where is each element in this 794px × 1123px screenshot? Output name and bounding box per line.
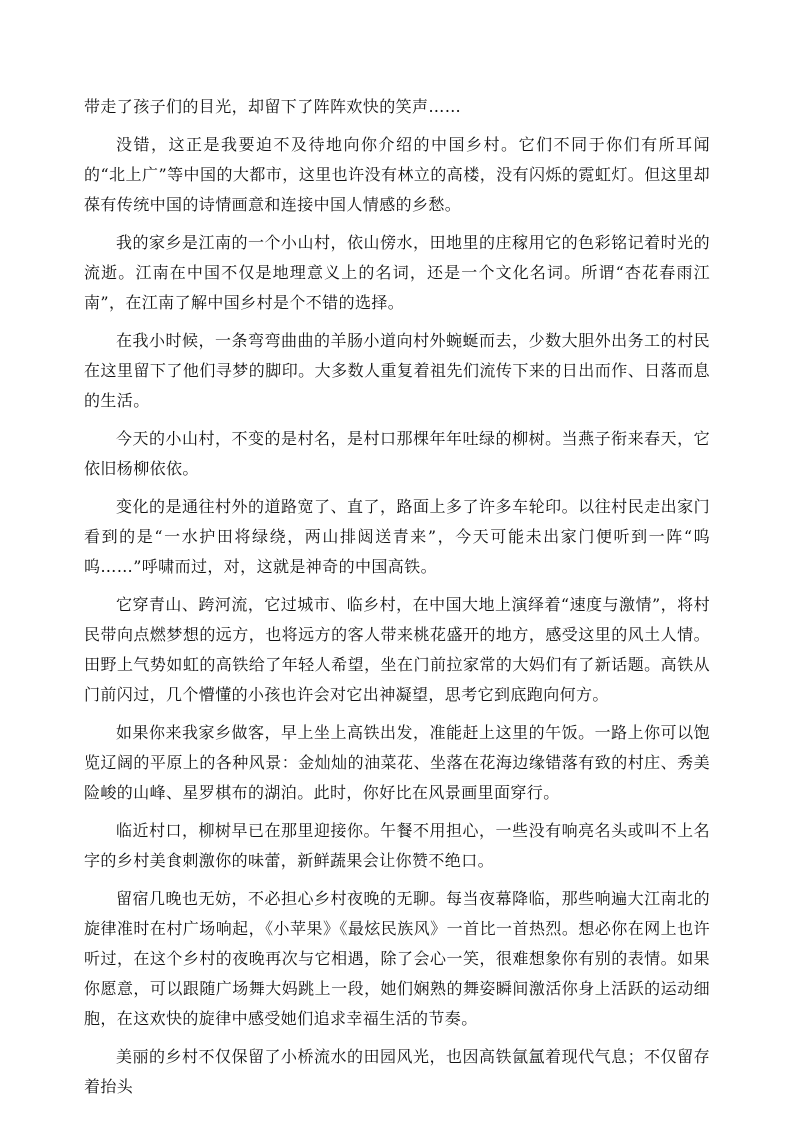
paragraph: 我的家乡是江南的一个小山村，依山傍水，田地里的庄稼用它的色彩铭记着时光的流逝。江南在中国不仅是地理意义上的名词，还是一个文化名词。所谓“杏花春雨江南”，在江南了解中国乡村是个不错的选择。	[84, 233, 710, 312]
paragraph: 在我小时候，一条弯弯曲曲的羊肠小道向村外蜿蜒而去，少数大胆外出务工的村民在这里留下了他们寻梦的脚印。大多数人重复着祖先们流传下来的日出而作、日落而息的生活。	[84, 331, 710, 410]
paragraph: 它穿青山、跨河流，它过城市、临乡村，在中国大地上演绎着“速度与激情”，将村民带向点燃梦想的远方，也将远方的客人带来桃花盛开的地方，感受这里的风土人情。田野上气势如虹的高铁给了年轻人希望，坐在门前拉家常的大妈们有了新话题。高铁从门前闪过，几个懵懂的小孩也许会对它出神凝望，思考它到底跑向何方。	[84, 595, 710, 704]
paragraph: 今天的小山村，不变的是村名，是村口那棵年年吐绿的柳树。当燕子衔来春天，它依旧杨柳依依。	[84, 429, 710, 478]
paragraph: 美丽的乡村不仅保留了小桥流水的田园风光，也因高铁氤氲着现代气息；不仅留存着抬头	[84, 1047, 710, 1096]
paragraph: 没错，这正是我要迫不及待地向你介绍的中国乡村。它们不同于你们有所耳闻的“北上广”等中国的大都市，这里也许没有林立的高楼，没有闪烁的霓虹灯。但这里却葆有传统中国的诗情画意和连接中国人情感的乡愁。	[84, 135, 710, 214]
paragraph: 留宿几晚也无妨，不必担心乡村夜晚的无聊。每当夜幕降临，那些响遍大江南北的旋律准时在村广场响起，《小苹果》《最炫民族风》一首比一首热烈。想必你在网上也许听过，在这个乡村的夜晚再次与它相遇，除了会心一笑，很难想象你有别的表情。如果你愿意，可以跟随广场舞大妈跳上一段，她们娴熟的舞姿瞬间激活你身上活跃的运动细胞，在这欢快的旋律中感受她们追求幸福生活的节奏。	[84, 889, 710, 1028]
document-body	[84, 92, 710, 1110]
paragraph: 临近村口，柳树早已在那里迎接你。午餐不用担心，一些没有响亮名头或叫不上名字的乡村美食刺激你的味蕾，新鲜蔬果会让你赞不绝口。	[84, 821, 710, 870]
paragraph: 变化的是通往村外的道路宽了、直了，路面上多了许多车轮印。以往村民走出家门看到的是“一水护田将绿绕，两山排闼送青来”，今天可能未出家门便听到一阵“呜呜……”呼啸而过，对，这就是神奇的中国高铁。	[84, 497, 710, 576]
paragraph: 如果你来我家乡做客，早上坐上高铁出发，准能赶上这里的午饭。一路上你可以饱览辽阔的平原上的各种风景：金灿灿的油菜花、坐落在花海边缘错落有致的村庄、秀美险峻的山峰、星罗棋布的湖泊。此时，你好比在风景画里面穿行。	[84, 723, 710, 802]
paragraph: 带走了孩子们的目光，却留下了阵阵欢快的笑声……	[84, 97, 462, 116]
